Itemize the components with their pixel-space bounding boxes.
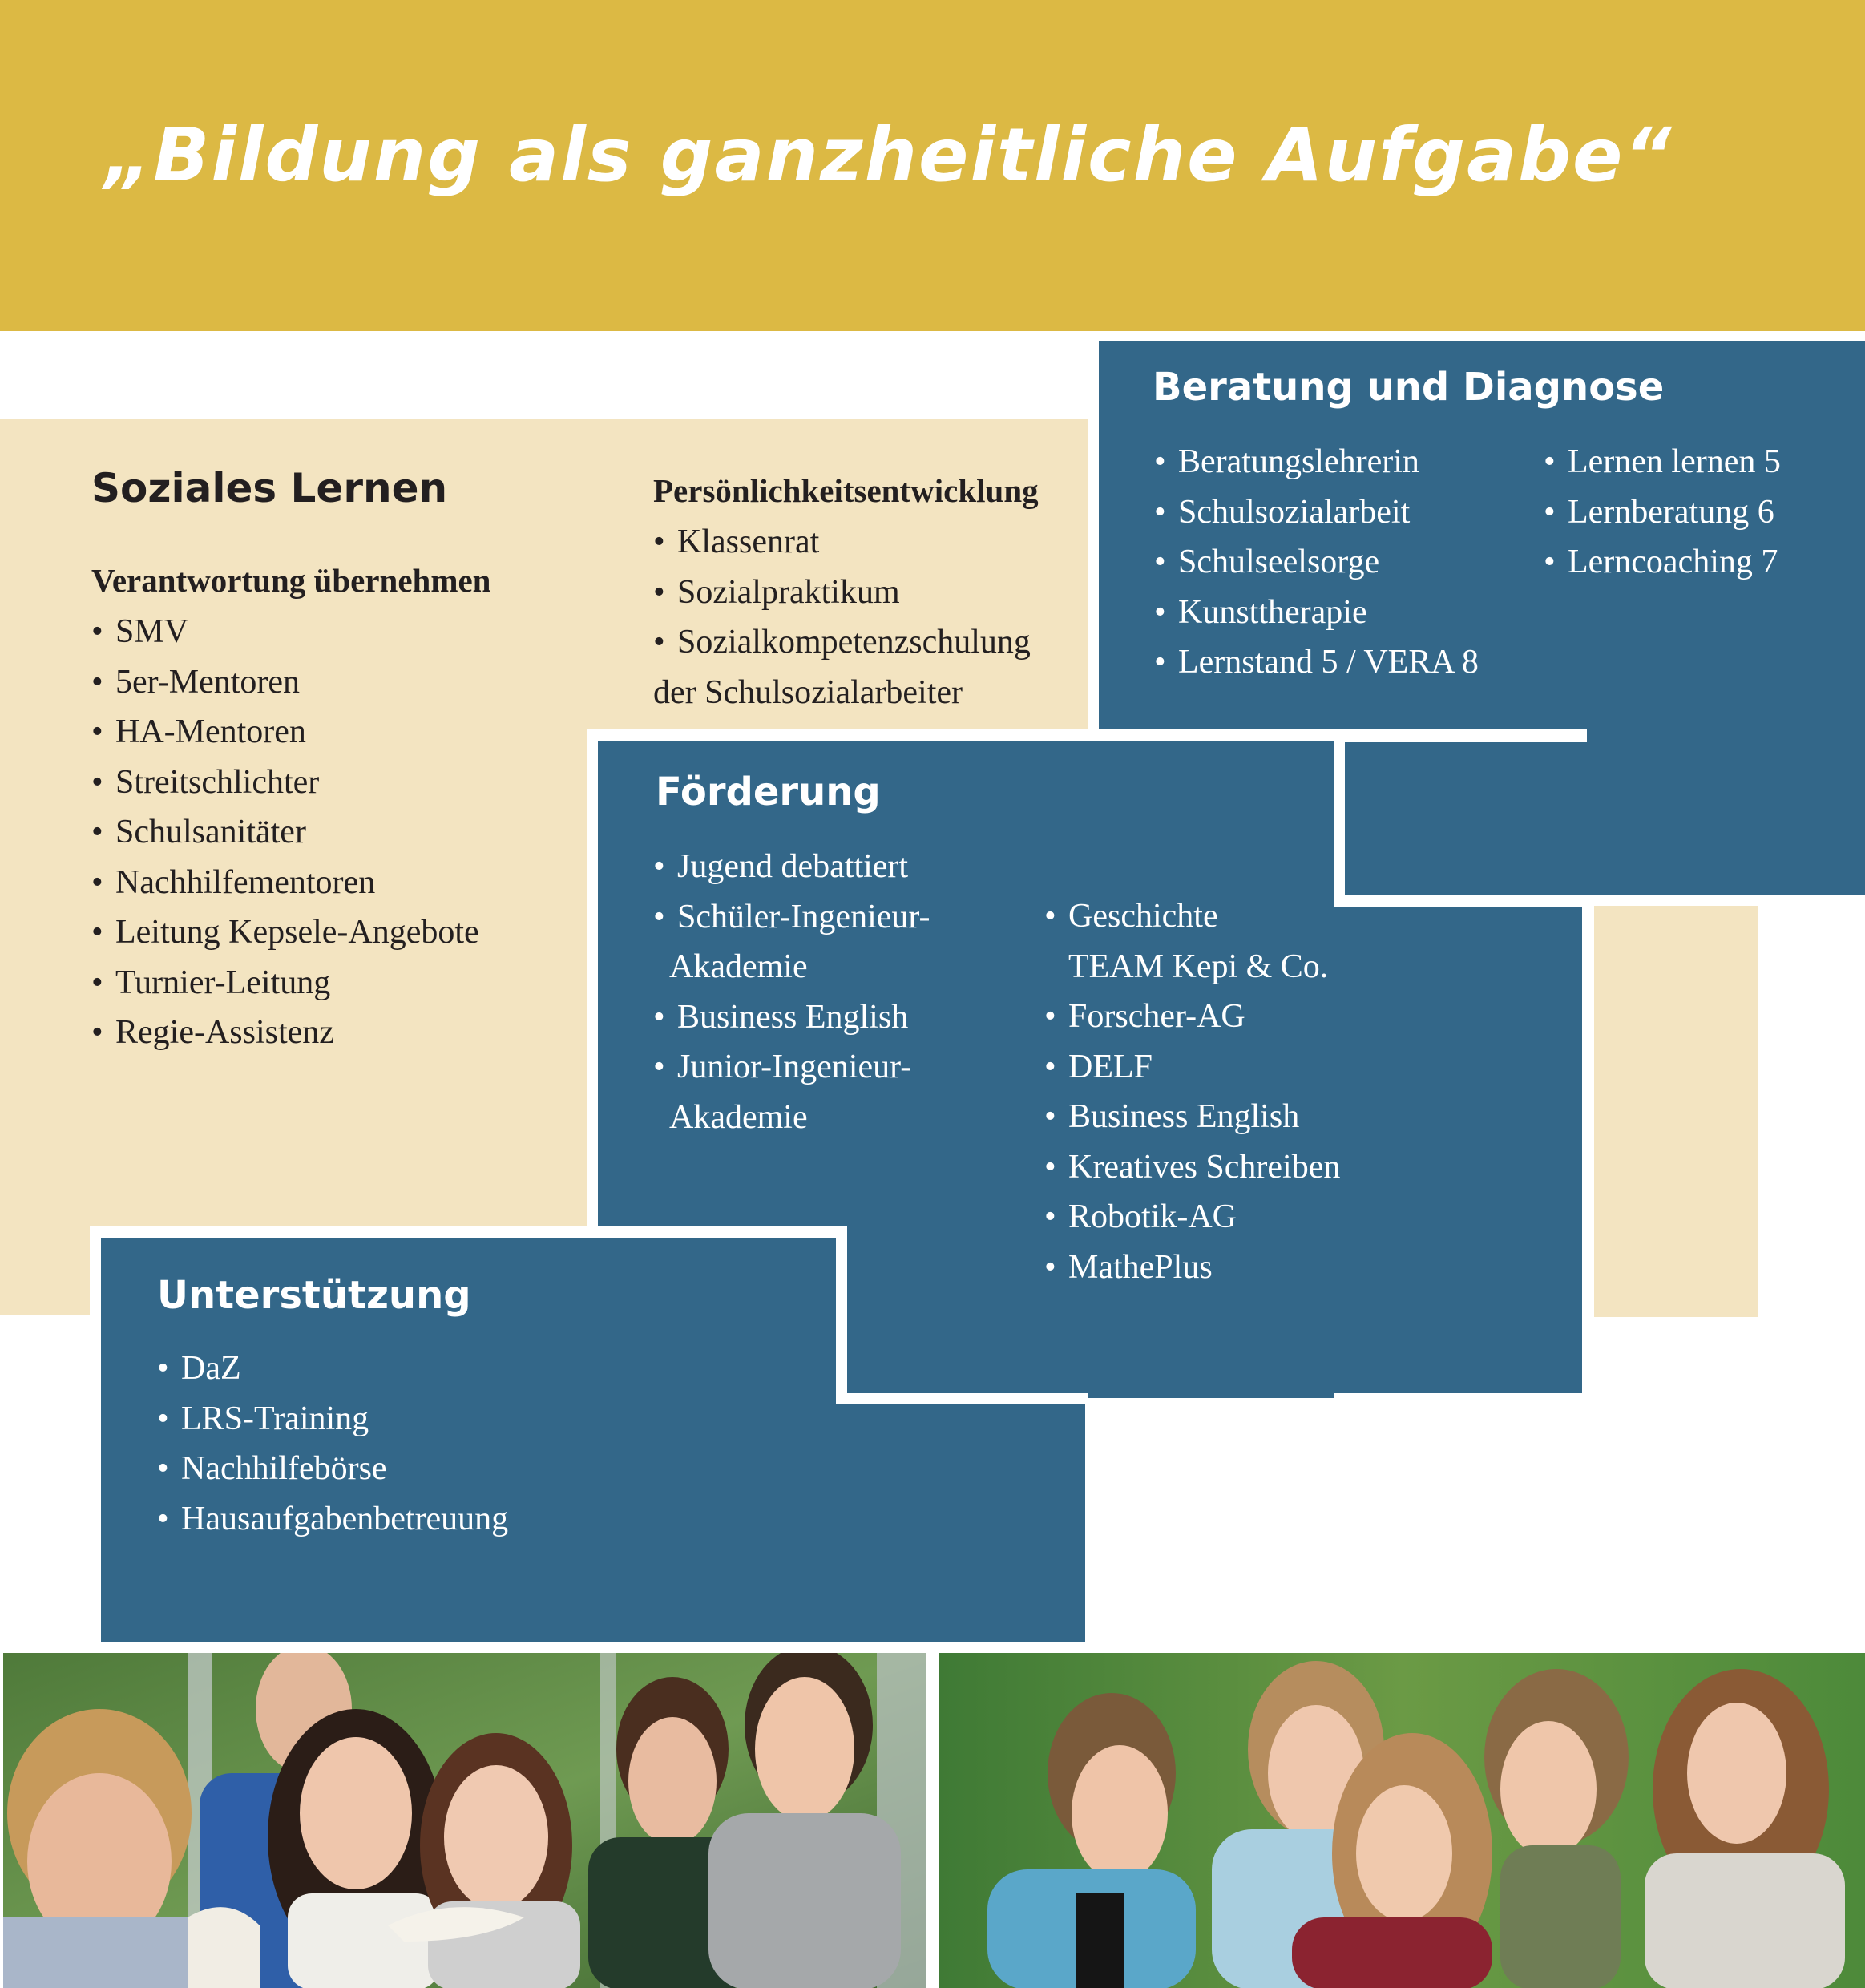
bullet-icon: •	[1154, 443, 1166, 480]
bullet-icon: •	[653, 998, 665, 1036]
foerderung-list-col1	[653, 842, 930, 1142]
beratung-list-col1	[1154, 437, 1479, 688]
list-item: • Kunsttherapie	[1154, 588, 1479, 638]
list-item: • Klassenrat	[653, 517, 1031, 568]
list-item: • Business English	[653, 992, 930, 1043]
list-item: • Schulseelsorge	[1154, 537, 1479, 588]
list-item: • Geschichte	[1044, 891, 1340, 942]
list-item-continuation: TEAM Kepi & Co.	[1068, 948, 1329, 985]
bullet-icon: •	[91, 964, 103, 1001]
list-item: • HA-Mentoren	[91, 707, 479, 758]
bullet-icon: •	[91, 814, 103, 851]
bullet-icon: •	[91, 1014, 103, 1051]
foerderung-right-gap	[1582, 906, 1594, 1395]
list-item: • Sozialpraktikum	[653, 568, 1031, 618]
unterstuetzung-list	[157, 1344, 508, 1544]
decorative-beige-strip	[1594, 906, 1758, 1317]
list-item: • Kreatives Schreiben	[1044, 1142, 1340, 1193]
unterstuetzung-title: Unterstützung	[157, 1273, 471, 1318]
verantwortung-heading: Verantwortung übernehmen	[91, 562, 491, 599]
bullet-icon: •	[653, 1049, 665, 1085]
list-item: • Lernen lernen 5	[1544, 437, 1781, 487]
list-item: • Jugend debattiert	[653, 842, 930, 892]
bullet-icon: •	[653, 624, 665, 661]
students-indoors-illustration	[3, 1653, 926, 1988]
list-item: • Nachhilfementoren	[91, 858, 479, 908]
list-item: • DELF	[1044, 1042, 1340, 1093]
bullet-icon: •	[1154, 493, 1166, 531]
list-item: • Beratungslehrerin	[1154, 437, 1479, 487]
bullet-icon: •	[1154, 593, 1166, 631]
list-item: • LRS-Training	[157, 1394, 508, 1445]
bullet-icon: •	[157, 1350, 169, 1387]
photo-students-indoors	[3, 1653, 926, 1988]
list-item: • Sozialkompetenzschulung	[653, 617, 1031, 668]
list-item: • Business English	[1044, 1092, 1340, 1142]
bullet-icon: •	[1154, 644, 1166, 681]
bullet-icon: •	[653, 848, 665, 885]
bullet-icon: •	[1044, 1248, 1056, 1286]
beratung-divider	[1334, 895, 1865, 906]
bullet-icon: •	[157, 1400, 169, 1437]
list-item: • SMV	[91, 607, 479, 657]
bullet-icon: •	[157, 1450, 169, 1487]
list-item: • Schüler-Ingenieur-	[653, 892, 930, 943]
bullet-icon: •	[91, 914, 103, 951]
list-item: • Robotik-AG	[1044, 1192, 1340, 1242]
bullet-icon: •	[653, 573, 665, 611]
bullet-icon: •	[1044, 1148, 1056, 1186]
list-item: • Lerncoaching 7	[1544, 537, 1781, 588]
bullet-icon: •	[1544, 493, 1556, 531]
list-item: • DaZ	[157, 1344, 508, 1394]
list-item: • Streitschlichter	[91, 758, 479, 808]
bullet-icon: •	[91, 613, 103, 650]
beratung-list-col2	[1544, 437, 1781, 588]
persoenlichkeit-heading: Persönlichkeitsentwicklung	[653, 472, 1039, 509]
bullet-icon: •	[653, 898, 665, 935]
list-item: • Leitung Kepsele-Angebote	[91, 907, 479, 958]
bullet-icon: •	[1044, 1048, 1056, 1085]
bullet-icon: •	[1044, 1198, 1056, 1235]
list-item: • Regie-Assistenz	[91, 1008, 479, 1058]
girls-outdoors-illustration	[939, 1653, 1865, 1988]
list-item: • MathePlus	[1044, 1242, 1340, 1293]
bullet-icon: •	[1544, 543, 1556, 580]
list-item: • Schulsozialarbeit	[1154, 487, 1479, 538]
unterstuetzung-divider	[836, 1393, 1088, 1404]
list-item-continuation: Akademie	[669, 948, 808, 985]
list-item: • Schulsanitäter	[91, 807, 479, 858]
soziales-lernen-title: Soziales Lernen	[91, 465, 448, 511]
list-item: • Nachhilfebörse	[157, 1444, 508, 1494]
list-item-continuation: der Schulsozialarbeiter	[653, 673, 963, 711]
unterstuetzung-divider-vertical	[836, 1226, 847, 1404]
list-item: • Junior-Ingenieur-	[653, 1042, 930, 1093]
foerderung-title: Förderung	[656, 770, 881, 814]
bullet-icon: •	[1154, 543, 1166, 580]
bullet-icon: •	[91, 863, 103, 901]
persoenlichkeit-list	[653, 517, 1031, 717]
bullet-icon: •	[1544, 443, 1556, 480]
bullet-icon: •	[653, 523, 665, 560]
bullet-icon: •	[91, 763, 103, 801]
beratung-panel-lower	[1345, 742, 1865, 895]
foerderung-list-col2	[1044, 891, 1340, 1292]
beratung-divider-vertical	[1334, 731, 1345, 906]
bullet-icon: •	[157, 1500, 169, 1537]
list-item-continuation: Akademie	[669, 1098, 808, 1136]
bullet-icon: •	[1044, 998, 1056, 1035]
list-item: • Turnier-Leitung	[91, 958, 479, 1008]
list-item: • 5er-Mentoren	[91, 657, 479, 708]
bullet-icon: •	[91, 663, 103, 701]
photo-girls-outdoors	[939, 1653, 1865, 1988]
beratung-title: Beratung und Diagnose	[1153, 365, 1665, 410]
list-item: • Lernstand 5 / VERA 8	[1154, 637, 1479, 688]
bullet-icon: •	[1044, 1098, 1056, 1135]
page-title: „Bildung als ganzheitliche Aufgabe“	[104, 112, 1673, 198]
list-item: • Lernberatung 6	[1544, 487, 1781, 538]
list-item: • Forscher-AG	[1044, 992, 1340, 1042]
verantwortung-list	[91, 607, 479, 1058]
bullet-icon: •	[1044, 898, 1056, 935]
bullet-icon: •	[91, 713, 103, 750]
list-item: • Hausaufgabenbetreuung	[157, 1494, 508, 1545]
